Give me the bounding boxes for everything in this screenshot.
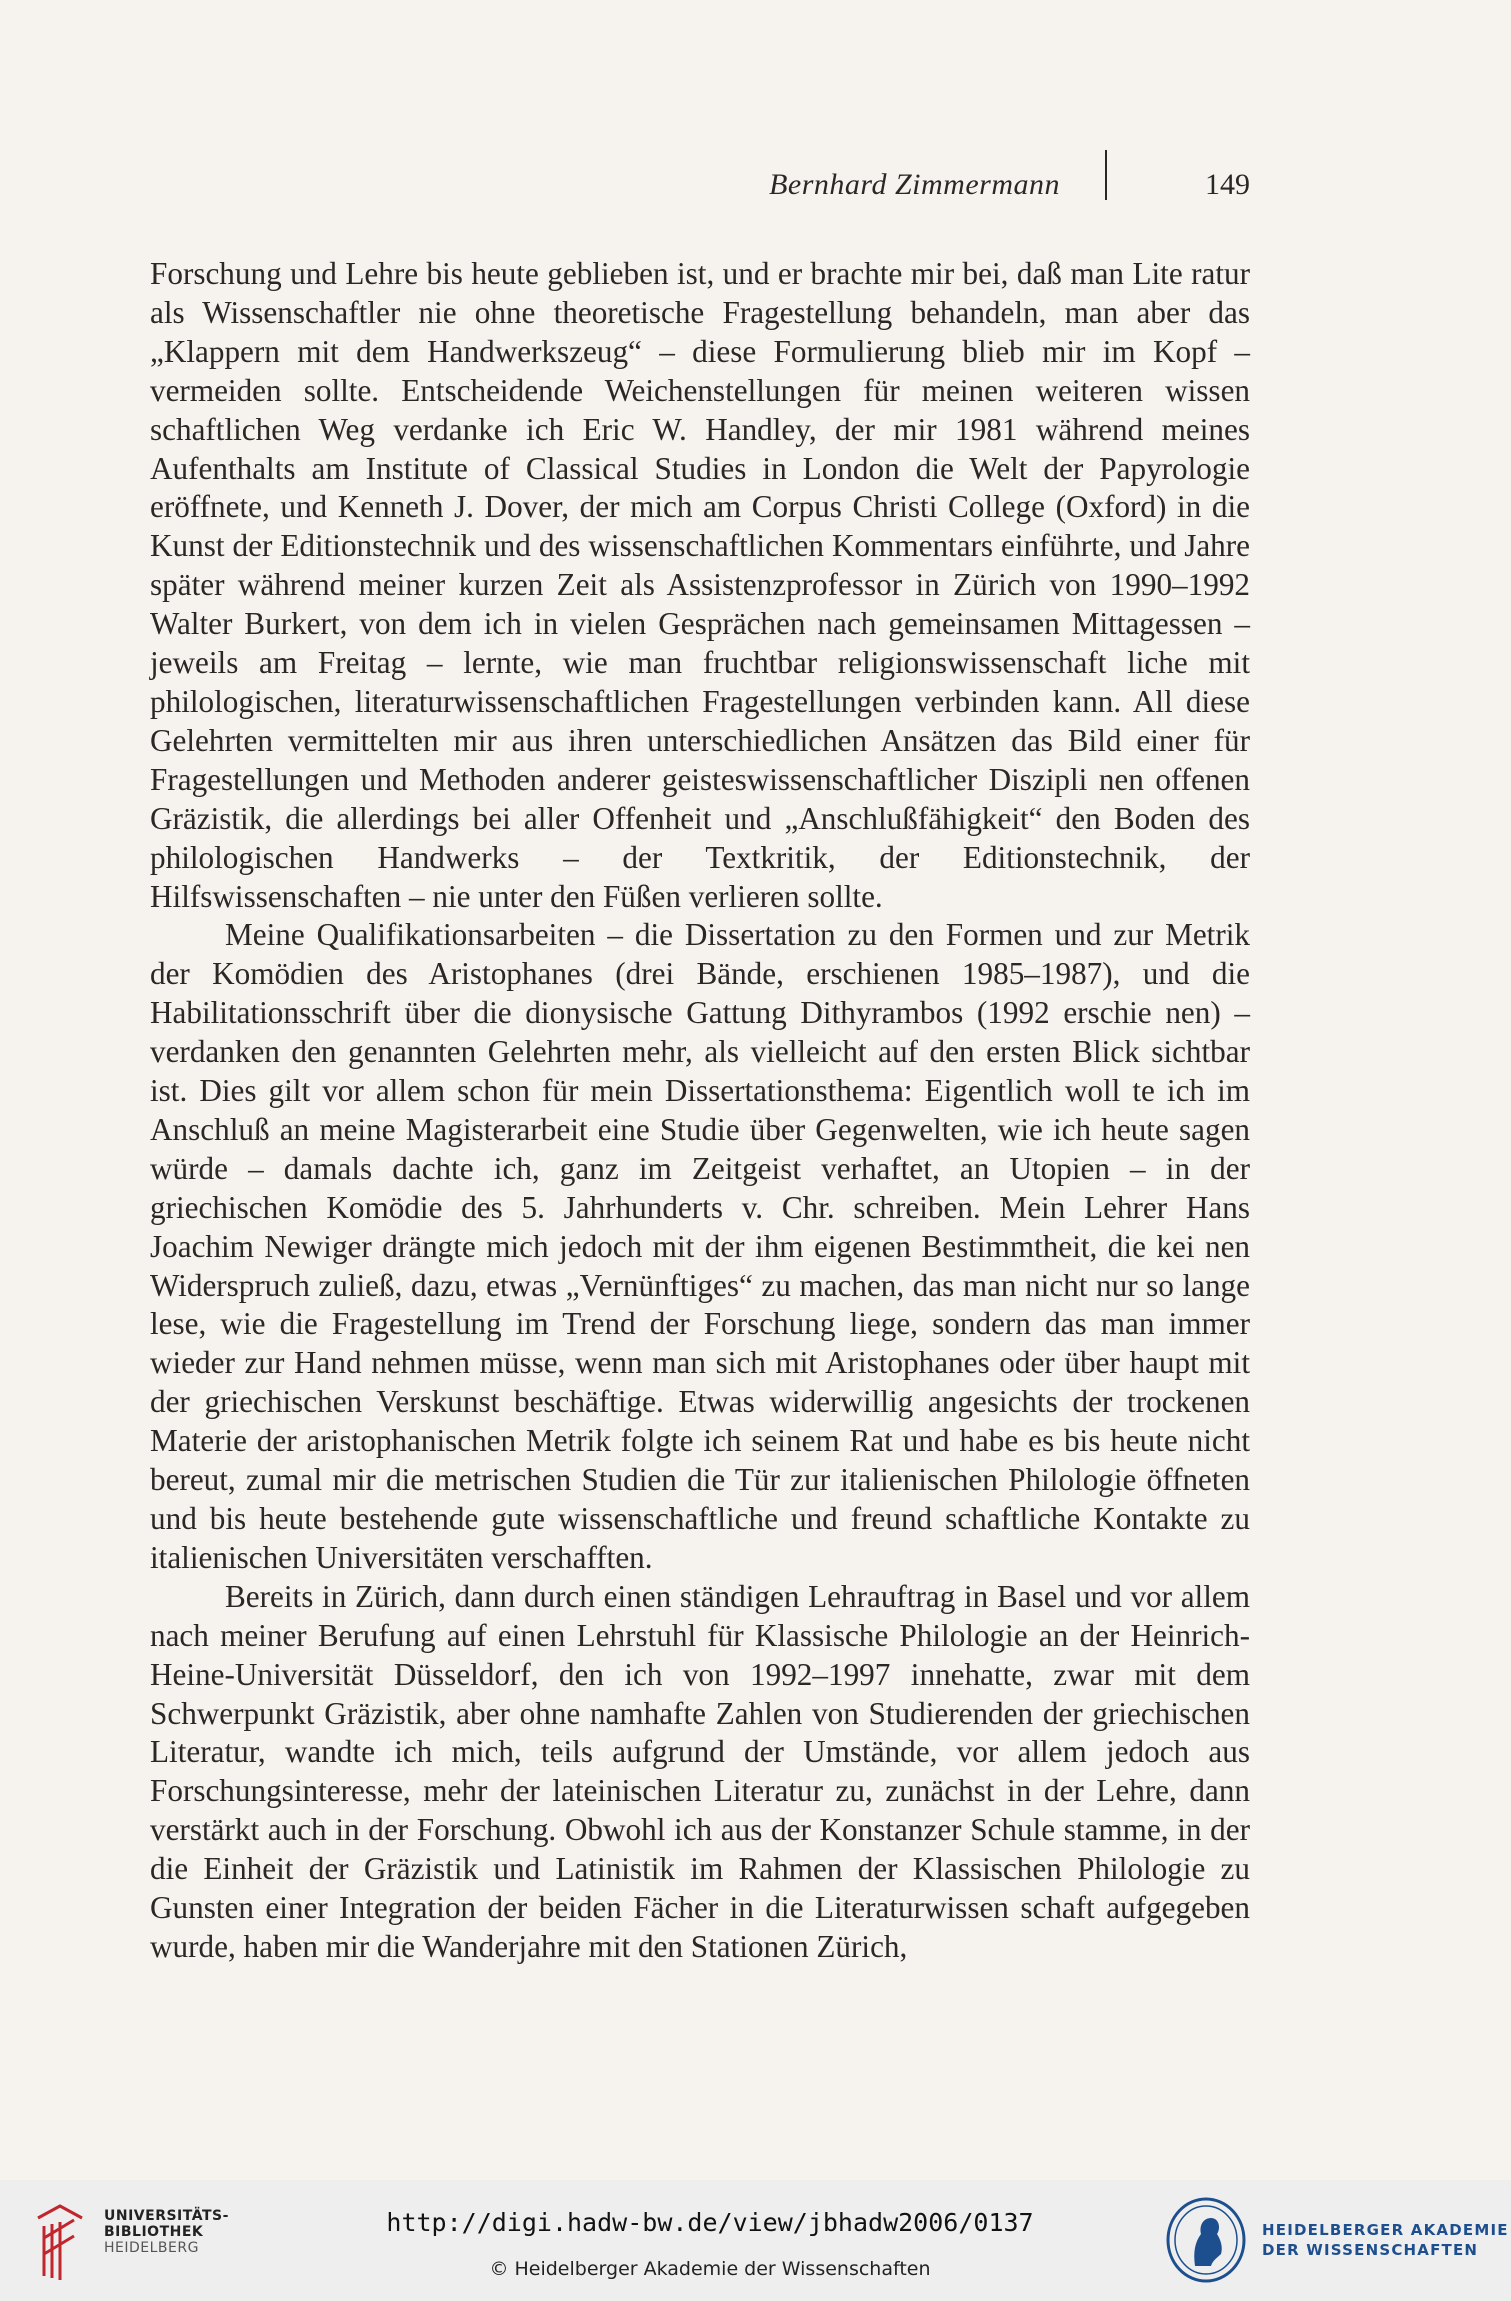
library-name-line: UNIVERSITÄTS- bbox=[104, 2208, 229, 2224]
text-line: nen offenen Gräzistik, die allerdings bei aller Offenheit und „Anschlußfähigkeit“ den bbox=[150, 761, 1250, 836]
text-line: nen) – verdanken den genannten Gelehrten mehr, als vielleicht auf den ersten Blick bbox=[150, 995, 1250, 1070]
text-line: Hilfswissenschaften – nie unter den Füßen verlieren sollte. bbox=[150, 878, 883, 914]
text-line: te ich im Anschluß an meine Magisterarbeit eine Studie über Gegenwelten, wie ich bbox=[150, 1073, 1250, 1147]
page-number: 149 bbox=[1205, 168, 1250, 201]
text-line: haupt mit der griechischen Verskunst beschäftige. Etwas widerwillig angesichts der bbox=[150, 1345, 1250, 1420]
text-line: heute sagen würde – damals dachte ich, ganz im Zeitgeist verhaftet, an Utopien – in bbox=[150, 1111, 1250, 1186]
text-line: die Kunst der Editionstechnik und des wissenschaftlichen Kommentars einführte, bbox=[150, 489, 1250, 564]
text-line: Philologie zu Gunsten einer Integration der beiden Fächer in die Literaturwissen bbox=[150, 1851, 1250, 1926]
text-line: Meine Qualifikationsarbeiten – die Dissertation zu den Formen und zur bbox=[225, 917, 1166, 953]
text-line: mit dem Schwerpunkt Gräzistik, aber ohne namhafte Zahlen von Studierenden der bbox=[150, 1656, 1250, 1731]
text-line: die Habilitationsschrift über die dionysische Gattung Dithyrambos (1992 erschie bbox=[150, 956, 1250, 1031]
text-line: so lange lese, wie die Fragestellung im Trend der Forschung liege, sondern das man bbox=[150, 1267, 1250, 1342]
text-line: sichtbar ist. Dies gilt vor allem schon für mein Dissertationsthema: Eigentlich woll bbox=[150, 1034, 1250, 1109]
library-name-line: BIBLIOTHEK bbox=[104, 2224, 204, 2240]
text-line: Boden des philologischen Handwerks – der Textkritik, der Editionstechnik, der bbox=[150, 800, 1250, 875]
permalink-url[interactable]: http://digi.hadw-bw.de/view/jbhadw2006/0137 bbox=[386, 2208, 1034, 2237]
text-line: 1990–1992 Walter Burkert, von dem ich in vielen Gesprächen nach gemeinsamen bbox=[150, 567, 1250, 642]
text-line: „Klappern mit dem Handwerkszeug“ – diese Formulierung blieb mir im Kopf – bbox=[150, 333, 1250, 369]
text-line: Lehre, dann verstärkt auch in der Forschung. Obwohl ich aus der Konstanzer Schule bbox=[150, 1773, 1251, 1848]
library-name-line: HEIDELBERG bbox=[104, 2240, 199, 2256]
academy-name bbox=[1262, 2220, 1509, 2260]
text-line: und Jahre später während meiner kurzen Zeit als Assistenzprofessor in Zürich von bbox=[150, 528, 1250, 603]
academy-name-line: DER WISSENSCHAFTEN bbox=[1262, 2241, 1479, 2259]
text-line: liche mit philologischen, literaturwissenschaftlichen Fragestellungen verbinden kann. bbox=[150, 645, 1251, 719]
running-head-divider bbox=[1105, 150, 1107, 200]
text-line: schaftlichen Weg verdanke ich Eric W. Handley, der mir 1981 während meines bbox=[150, 411, 1250, 447]
text-line: Joachim Newiger drängte mich jedoch mit der ihm eigenen Bestimmtheit, die kei bbox=[150, 1228, 1195, 1264]
text-line: ratur als Wissenschaftler nie ohne theoretische Fragestellung behandeln, man aber das bbox=[150, 256, 1251, 330]
academy-seal-icon bbox=[1165, 2196, 1247, 2284]
text-line: Philologie öffneten und bis heute bestehende gute wissenschaftliche und freund bbox=[150, 1462, 1251, 1536]
text-line: eröffnete, und Kenneth J. Dover, der mich am Corpus Christi College (Oxford) in bbox=[150, 489, 1212, 525]
text-line: Heinrich-Heine-Universität Düsseldorf, den ich von 1992–1997 innehatte, zwar bbox=[150, 1617, 1250, 1692]
text-line: der griechischen Komödie des 5. Jahrhunderts v. Chr. schreiben. Mein Lehrer Hans bbox=[150, 1150, 1250, 1225]
text-line: Forschung und Lehre bis heute geblieben ist, und er brachte mir bei, daß man Lite bbox=[150, 256, 1183, 291]
text-line: bis heute nicht bereut, zumal mir die metrischen Studien die Tür zur italienischen bbox=[150, 1423, 1250, 1498]
paragraph-3 bbox=[150, 1578, 1250, 1967]
paragraph-1 bbox=[150, 255, 1250, 916]
text-line: trockenen Materie der aristophanischen Metrik folgte ich seinem Rat und habe es bbox=[150, 1384, 1250, 1459]
copyright-notice: © Heidelberger Akademie der Wissenschaften bbox=[489, 2258, 931, 2280]
text-line: einer für Fragestellungen und Methoden anderer geisteswissenschaftlicher Diszipli bbox=[150, 722, 1250, 797]
viewer-footer bbox=[0, 2180, 1511, 2301]
text-line: Bereits in Zürich, dann durch einen ständigen Lehrauftrag in Basel und vor bbox=[225, 1578, 1181, 1614]
library-name bbox=[104, 2208, 229, 2256]
text-line: jedoch aus Forschungsinteresse, mehr der lateinischen Literatur zu, zunächst in der bbox=[150, 1734, 1250, 1809]
text-line: Metrik der Komödien des Aristophanes (drei Bände, erschienen 1985–1987), und bbox=[150, 917, 1250, 992]
text-line: allem nach meiner Berufung auf einen Lehrstuhl für Klassische Philologie an der bbox=[150, 1578, 1250, 1653]
text-line: nen Widerspruch zuließ, dazu, etwas „Vernünftiges“ zu machen, das man nicht nur bbox=[150, 1228, 1251, 1303]
running-head bbox=[150, 168, 1250, 208]
text-line: stamme, in der die Einheit der Gräzistik und Latinistik im Rahmen der Klassischen bbox=[150, 1812, 1250, 1887]
running-head-author: Bernhard Zimmermann bbox=[769, 168, 1060, 201]
paragraph-2 bbox=[150, 916, 1250, 1577]
text-line: Mittagessen – jeweils am Freitag – lernte, wie man fruchtbar religionswissenschaft bbox=[150, 606, 1250, 681]
academy-name-line: HEIDELBERGER AKADEMIE bbox=[1262, 2221, 1509, 2239]
body-text bbox=[150, 255, 1250, 1967]
text-line: vermeiden sollte. Entscheidende Weichenstellungen für meinen weiteren wissen bbox=[150, 372, 1250, 408]
text-line: immer wieder zur Hand nehmen müsse, wenn man sich mit Aristophanes oder über bbox=[150, 1306, 1250, 1381]
library-logo-icon bbox=[30, 2198, 90, 2283]
text-line: schaft aufgegeben wurde, haben mir die Wanderjahre mit den Stationen Zürich, bbox=[150, 1890, 1250, 1964]
text-line: griechischen Literatur, wandte ich mich, teils aufgrund der Umstände, vor allem bbox=[150, 1695, 1250, 1770]
text-line: All diese Gelehrten vermittelten mir aus ihren unterschiedlichen Ansätzen das Bild bbox=[150, 683, 1250, 758]
text-line: Aufenthalts am Institute of Classical Studies in London die Welt der Papyrologie bbox=[150, 450, 1250, 486]
text-line: schaftliche Kontakte zu italienischen Universitäten verschafften. bbox=[150, 1501, 1250, 1575]
